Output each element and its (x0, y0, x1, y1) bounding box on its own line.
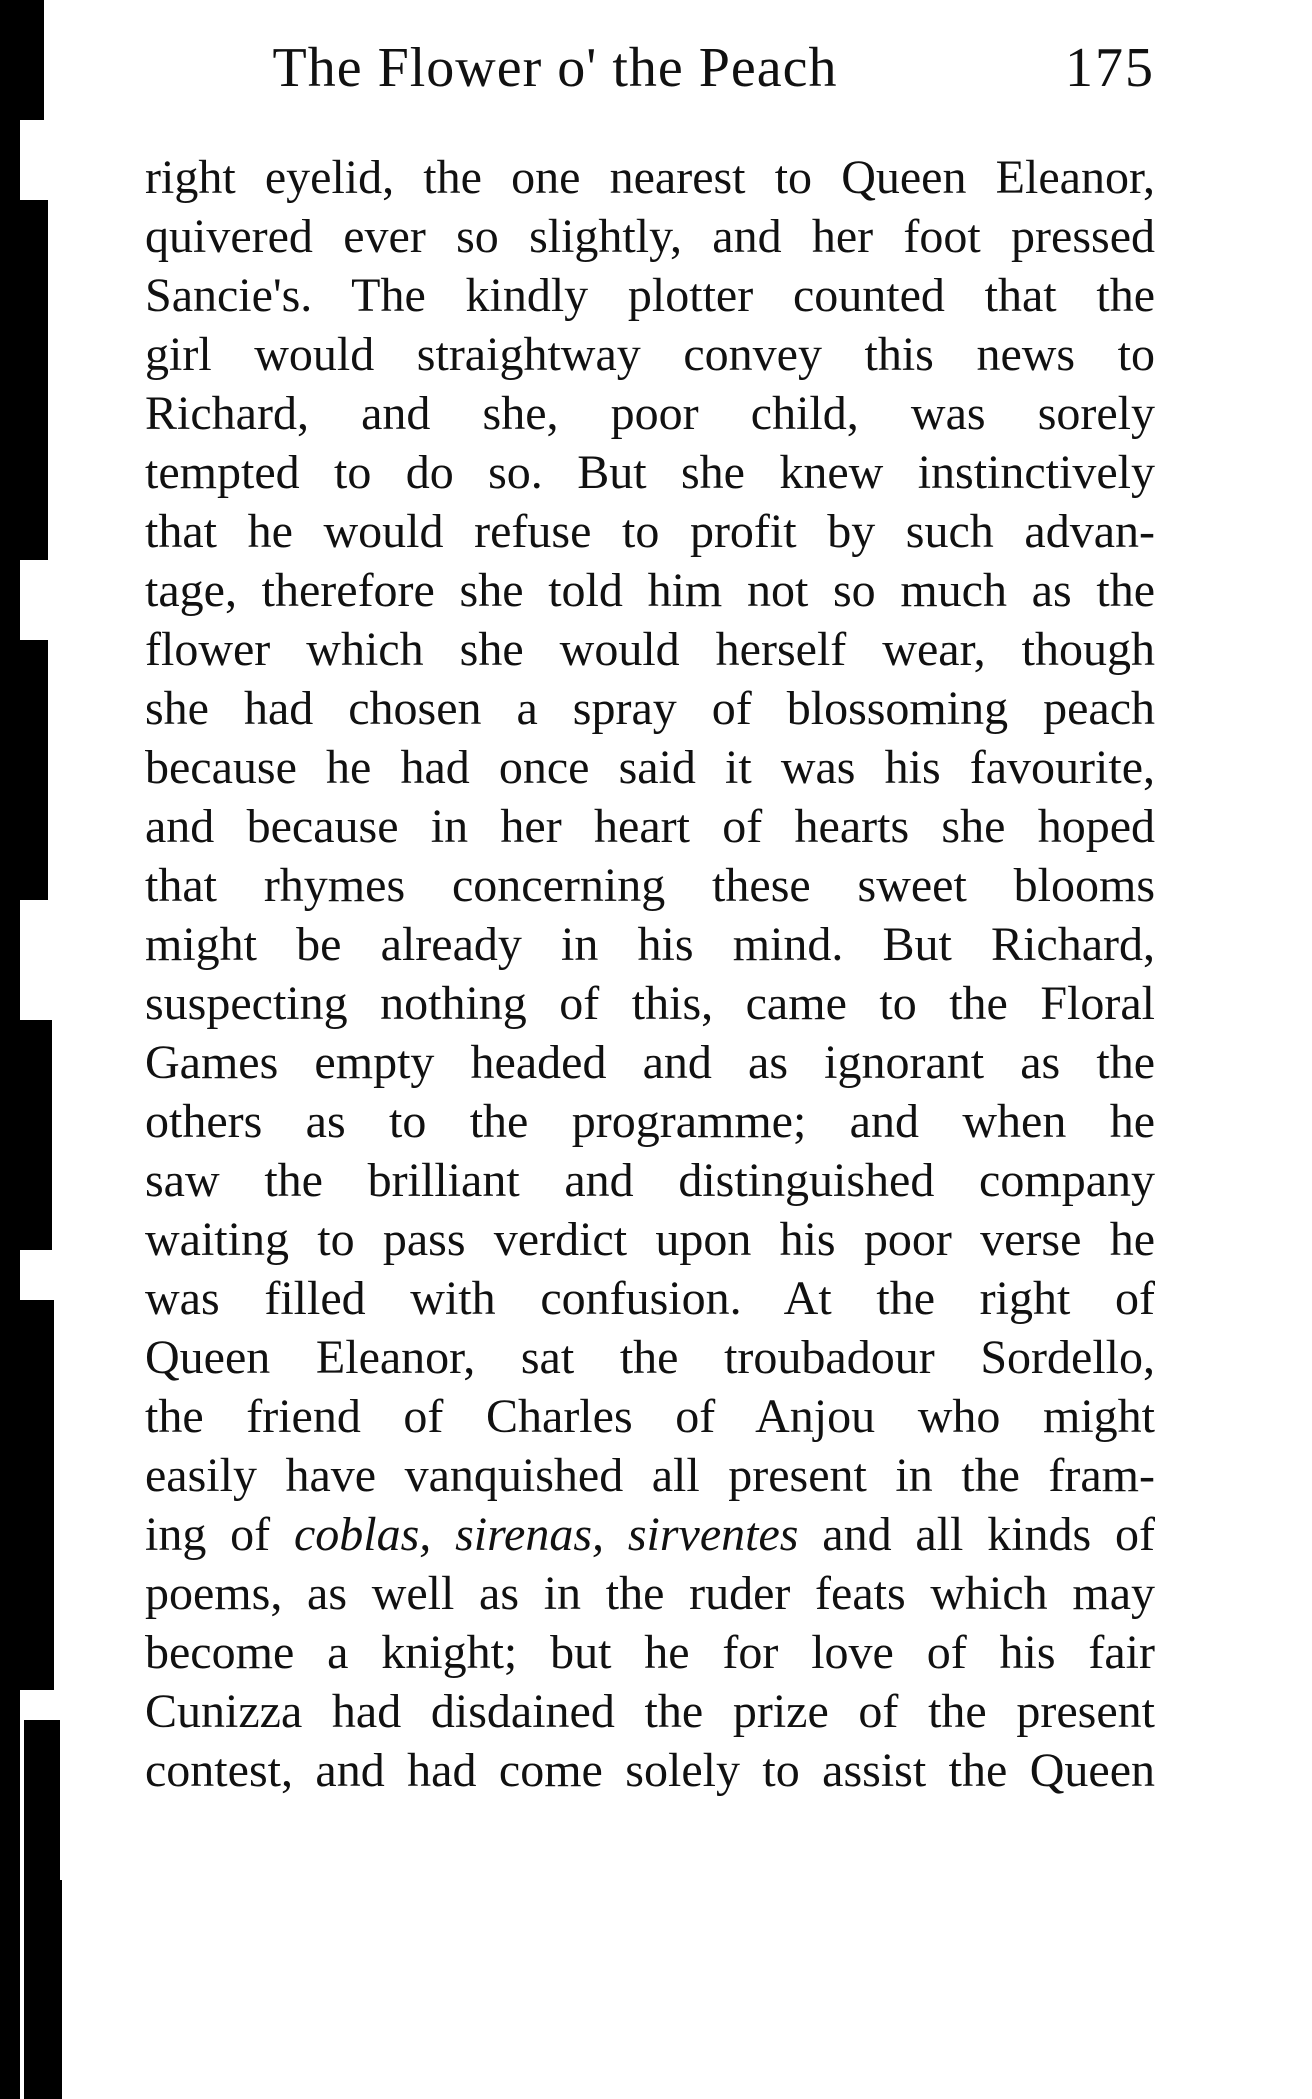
scan-gutter-shadow (0, 0, 58, 2099)
text-line: waiting to pass verdict upon his poor verse he (145, 1213, 1155, 1266)
gutter-bar (40, 1880, 62, 2099)
italic-term: sirventes (627, 1508, 799, 1561)
text-line: tage, therefore she told him not so much as the (145, 564, 1155, 617)
gutter-bar (18, 0, 44, 120)
running-head (145, 28, 1155, 108)
text-line: become a knight; but he for love of his fair (145, 1626, 1155, 1679)
text-line: flower which she would herself wear, though (145, 623, 1155, 676)
text-line: because he had once said it was his favourite, (145, 741, 1155, 794)
italic-line-suffix: and all kinds of (798, 1508, 1156, 1561)
text-line: contest, and had come solely to assist the Queen (145, 1744, 1155, 1797)
text-line: that rhymes concerning these sweet blooms (145, 859, 1155, 912)
text-line: others as to the programme; and when he (145, 1095, 1155, 1148)
running-title: The Flower o' the Peach (272, 37, 838, 99)
text-line: was filled with confusion. At the right of (145, 1272, 1155, 1325)
text-line: Sancie's. The kindly plotter counted that the (145, 269, 1155, 322)
text-line: she had chosen a spray of blossoming peach (145, 682, 1155, 735)
gutter-bar (18, 200, 48, 560)
gutter-bar (20, 1300, 54, 1690)
text-line: Richard, and she, poor child, was sorely (145, 387, 1155, 440)
italic-line-prefix: ing of (145, 1508, 294, 1561)
text-line: suspecting nothing of this, came to the Floral (145, 977, 1155, 1030)
page-number: 175 (1065, 37, 1155, 99)
body-text (145, 148, 1155, 1800)
text-line: right eyelid, the one nearest to Queen Eleanor, (145, 151, 1155, 204)
text-line: that he would refuse to profit by such advan- (145, 505, 1155, 558)
text-line: Games empty headed and as ignorant as the (145, 1036, 1155, 1089)
text-line: might be already in his mind. But Richard, (145, 918, 1155, 971)
text-line: tempted to do so. But she knew instinctively (145, 446, 1155, 499)
italic-term: sirenas, (455, 1508, 605, 1561)
text-line: saw the brilliant and distinguished company (145, 1154, 1155, 1207)
text-line: Cunizza had disdained the prize of the present (145, 1685, 1155, 1738)
gutter-bar (20, 640, 48, 900)
italic-term: coblas, (293, 1508, 432, 1561)
text-line: poems, as well as in the ruder feats which may (145, 1567, 1155, 1620)
gutter-bar (16, 1020, 52, 1250)
text-line: the friend of Charles of Anjou who might (145, 1390, 1155, 1443)
text-line: Queen Eleanor, sat the troubadour Sordello, (145, 1331, 1155, 1384)
text-line: girl would straightway convey this news to (145, 328, 1155, 381)
text-line: easily have vanquished all present in the fram- (145, 1449, 1155, 1502)
text-line-italic-terms (145, 1505, 1155, 1564)
text-line: quivered ever so slightly, and her foot pressed (145, 210, 1155, 263)
text-line: and because in her heart of hearts she hoped (145, 800, 1155, 853)
